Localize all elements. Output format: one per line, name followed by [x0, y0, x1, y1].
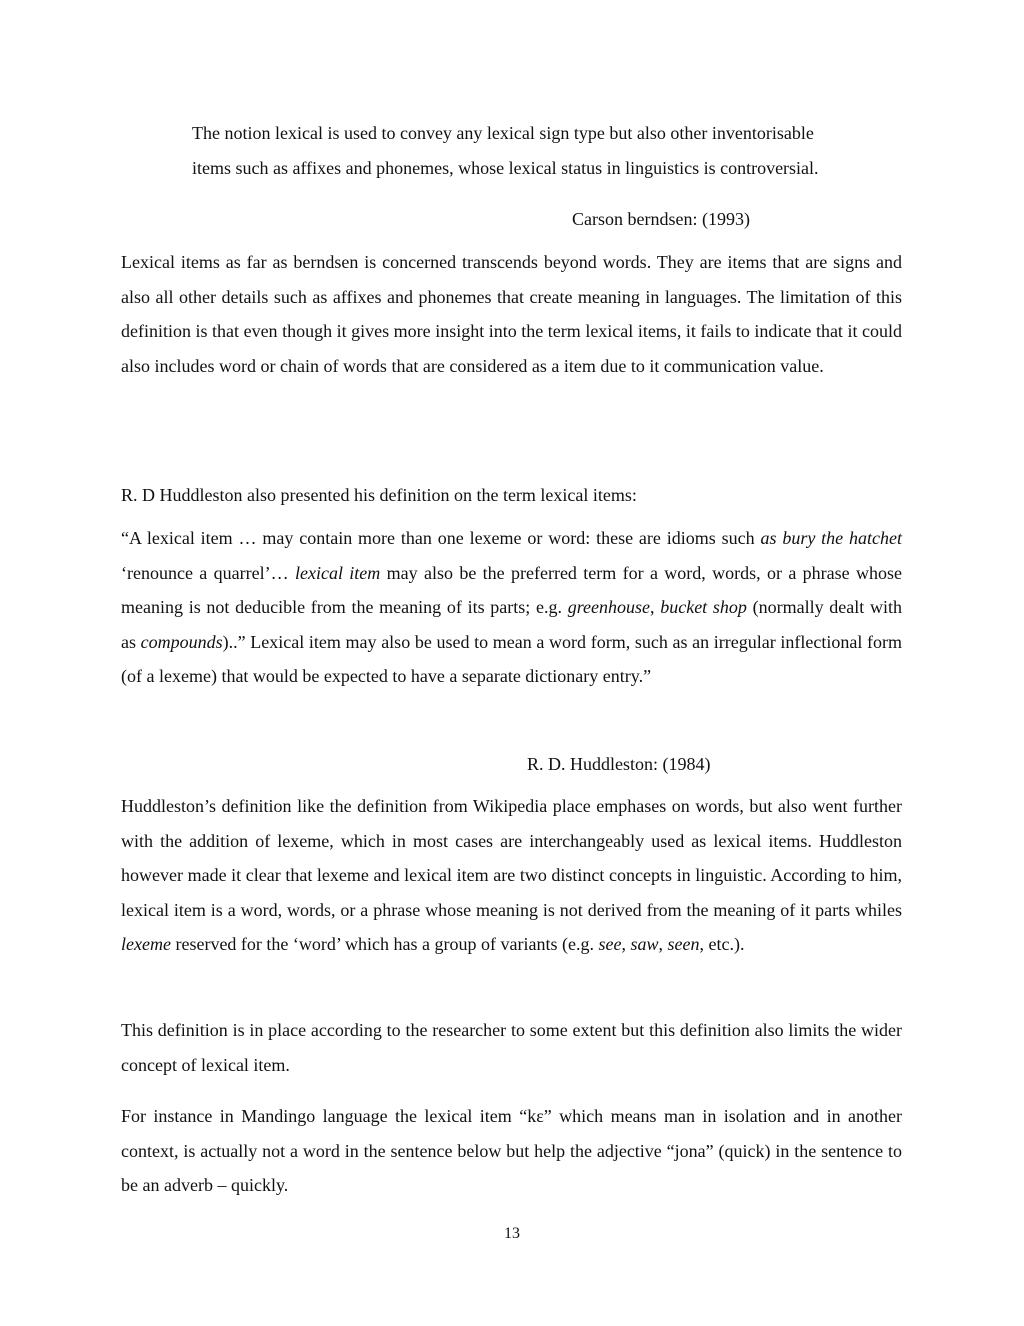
block-quote-line-1: The notion lexical is used to convey any lexical sign type but also other inventorisable [192, 123, 814, 143]
citation-huddleston: R. D. Huddleston: (1984) [527, 754, 711, 774]
quote-text-4: , [650, 597, 661, 617]
paragraph-researcher-view: This definition is in place according to the researcher to some extent but this definition also limits the wider concept of lexical item. [121, 1020, 902, 1075]
quote-italic-3: greenhouse [567, 597, 650, 617]
block-quote-line-2: items such as affixes and phonemes, whose lexical status in linguistics is controversial. [192, 157, 819, 178]
quote-italic-5: compounds [140, 631, 223, 652]
paragraph-huddleston-analysis [121, 789, 902, 962]
page-number: 13 [504, 1225, 520, 1242]
para2-text-5: , etc.). [699, 934, 745, 954]
paragraph-mandingo-example: For instance in Mandingo language the lexical item “kɛ” which means man in isolation and in another context, is actually not a word in the sentence below but help the adjective “jona” (quick) in the sentence to be an adverb – quickly. [121, 1106, 902, 1195]
quote-text-6: )..” Lexical item may also be used to mean a word form, such as an irregular inflectional form (of a lexeme) that would be expected to have a separate dictionary entry.” [121, 631, 902, 686]
para2-italic-2: see [598, 934, 622, 954]
para2-italic-3: saw [630, 934, 659, 954]
citation-berndsen: Carson berndsen: (1993) [572, 209, 750, 229]
para2-italic-4: seen [667, 934, 700, 954]
paragraph-berndsen-analysis: Lexical items as far as berndsen is concerned transcends beyond words. They are items that are signs and also all other details such as affixes and phonemes that create meaning in languages. The limitation of this definition is that even though it gives more insight into the term lexical items, it fails to indicate that it could also includes word or chain of words that are considered as a item due to it communication value. [121, 252, 902, 376]
quote-italic-2: lexical item [294, 562, 381, 583]
para2-text-3: , [621, 934, 631, 954]
quote-italic-4: bucket shop [660, 597, 747, 617]
paragraph-huddleston-intro: R. D Huddleston also presented his definition on the term lexical items: [121, 485, 637, 505]
para2-text-1: Huddleston’s definition like the definition from Wikipedia place emphases on words, but also went further with the addition of lexeme, which in most cases are interchangeably used as lexical items. Huddleston however made it clear that lexeme and lexical item are two distinct concepts in linguistic. According to him, lexical item is a word, words, or a phrase whose meaning is not derived from the meaning of it parts whiles [121, 796, 902, 920]
quote-text-2: ‘renounce a quarrel’… [121, 562, 295, 583]
para2-italic-1: lexeme [121, 934, 171, 954]
block-quote-berndsen [192, 116, 912, 185]
quote-text-1: “A lexical item … may contain more than one lexeme or word: these are idioms such [121, 528, 761, 548]
para2-text-2: reserved for the ‘word’ which has a group of variants (e.g. [170, 934, 599, 954]
quote-text-3: may also be the preferred term for a word, words, or a phrase whose meaning is not deducible from the meaning of its parts; e.g. [121, 562, 902, 617]
quote-italic-1: as bury the hatchet [760, 528, 902, 548]
huddleston-quote [121, 521, 902, 694]
para2-text-4: , [658, 934, 668, 954]
quote-text-5: (normally dealt with as [121, 597, 902, 652]
